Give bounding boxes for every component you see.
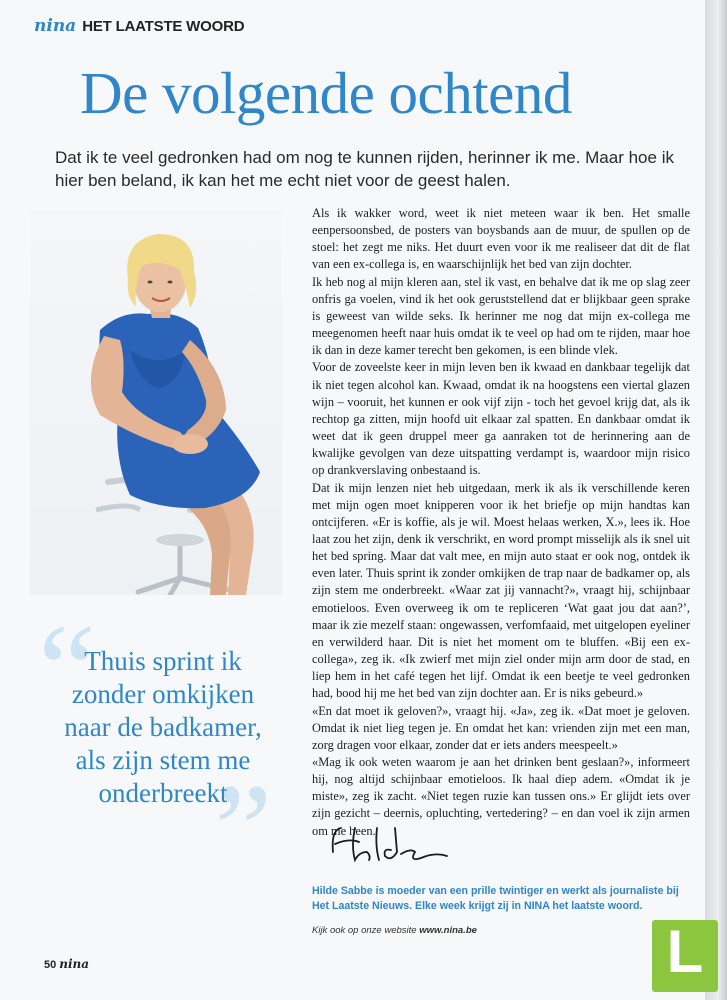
open-quote-icon: “ <box>38 598 96 742</box>
article-intro: Dat ik te veel gedronken had om nog te kunnen rijden, herinner ik me. Maar hoe ik hier ben beland, ik kan het me echt niet voor de geest halen. <box>55 148 674 190</box>
article-paragraph: Dat ik mijn lenzen niet heb uitgedaan, merk ik als ik verschillende keren met mijn ogen moet knipperen voor ik het briefje op mijn handtas kan ontcijferen. «Er is koffie, als je wil. Moest helaas werken, X.», lees ik. Hoe laat zou het zijn, denk ik verschrikt, en word prompt misselijk als ik snel uit het bed spring. Maar dat valt mee, en mijn auto staat er ook nog, ontdek ik even later. Thuis sprint ik zonder omkijken de trap naar de badkamer op, als zijn stem me onderbreekt. «Waar zat jij vannacht?», vraagt hij, schijnbaar emotieloos. Even overweeg ik om te repliceren ‘Wat gaat jou dat aan?’, maar ik zie mezelf staan: ongewassen, verfomfaaid, met uitgelopen eyeliner en verwilderd haar. Dit is niet het moment om te bluffen. «Bij een ex-collega», zeg ik. «Ik zwierf met mijn ziel onder mijn arm door de stad, en liep hem in het café tegen het lijf. Omdat ik een beetje te veel gedronken had, bood hij me het bed van zijn dochter aan. Er is niks gebeurd.» <box>312 480 690 701</box>
author-photo <box>30 210 282 595</box>
tag-letter: L <box>666 918 704 985</box>
author-bio: Hilde Sabbe is moeder van een prille twintiger en werkt als journaliste bij Het Laatste Nieuws. Elke week krijgt zij in NINA het laatste woord. <box>312 885 679 912</box>
catalog-tag <box>652 920 718 992</box>
pull-quote-text: Thuis sprint ik zonder omkijken naar de badkamer, als zijn stem me onderbreekt <box>64 646 262 808</box>
author-signature <box>325 822 455 873</box>
nina-logo: nina <box>34 16 77 36</box>
close-quote-icon: ” <box>214 758 272 902</box>
article-paragraph: Als ik wakker word, weet ik niet meteen waar ik ben. Het smalle eenpersoonsbed, de posters van boysbands aan de muur, de spullen op de stoel: het zegt me niks. Het duurt even voor ik me realiseer dat dit de flat van een ex-collega is, en waarschijnlijk het bed van zijn dochter. <box>312 206 690 272</box>
signature-icon <box>325 822 455 868</box>
article-paragraph: «En dat moet ik geloven?», vraagt hij. «Ja», zeg ik. «Dat moet je geloven. Omdat ik niet lieg tegen je. En omdat het kan: vrienden zijn met een man, zorg dragen voor elkaar, zonder dat er iets anders meespeelt.» <box>312 703 690 752</box>
article-headline: De volgende ochtend <box>80 60 572 126</box>
article-body <box>312 205 690 840</box>
article-paragraph: «Mag ik ook weten waarom je aan het drinken bent geslaan?», informeert hij, nog altijd schijnbaar emotieloos. Ik haal diep adem. «Omdat ik je miste», zeg ik zacht. «Niet tegen ruzie kan tussen ons.» Er glijdt iets over zijn gezicht – deernis, opluchting, vertedering? – en dan voel ik zijn armen om me heen. <box>312 755 690 838</box>
next-page-edge <box>705 0 727 1000</box>
page-header <box>34 16 244 36</box>
footer-brand: nina <box>59 957 90 971</box>
article-paragraph: Ik heb nog al mijn kleren aan, stel ik vast, en behalve dat ik me op slag zeer onfris ga voelen, vind ik het ook geruststellend dat er blijkbaar geen sprake is geweest van wilde seks. Ik herinner me nog dat mijn ex-collega me meegenomen heeft naar huis omdat ik te veel op had om te rijden, maar hoe ik dan in deze kamer terecht ben gekomen, is een blinde vlek. <box>312 274 690 358</box>
website-line <box>312 925 477 936</box>
website-link[interactable]: www.nina.be <box>419 925 477 936</box>
section-title: HET LAATSTE WOORD <box>82 18 245 35</box>
website-prefix: Kijk ook op onze website <box>312 925 417 936</box>
page-number: 50 <box>44 959 57 971</box>
article-paragraph: Voor de zoveelste keer in mijn leven ben ik kwaad en dankbaar tegelijk dat ik niet tegen alcohol kan. Kwaad, omdat ik na hoogstens een viertal glazen wijn – vooruit, het kunnen er ook vijf zijn - toch het gevoel krijg dat, als ik rechtop ga zitten, mijn hoofd uit elkaar zal spatten. En dankbaar omdat ik weet dat ik geen druppel meer ga aanraken tot de herinnering aan de kwalijke gevolgen van deze uitspatting verdampt is, waardoor mijn risico op drankverslaving onbestaand is. <box>312 360 690 478</box>
woman-on-stool-illustration <box>30 210 282 595</box>
page-footer <box>44 957 89 971</box>
pull-quote <box>30 598 282 902</box>
